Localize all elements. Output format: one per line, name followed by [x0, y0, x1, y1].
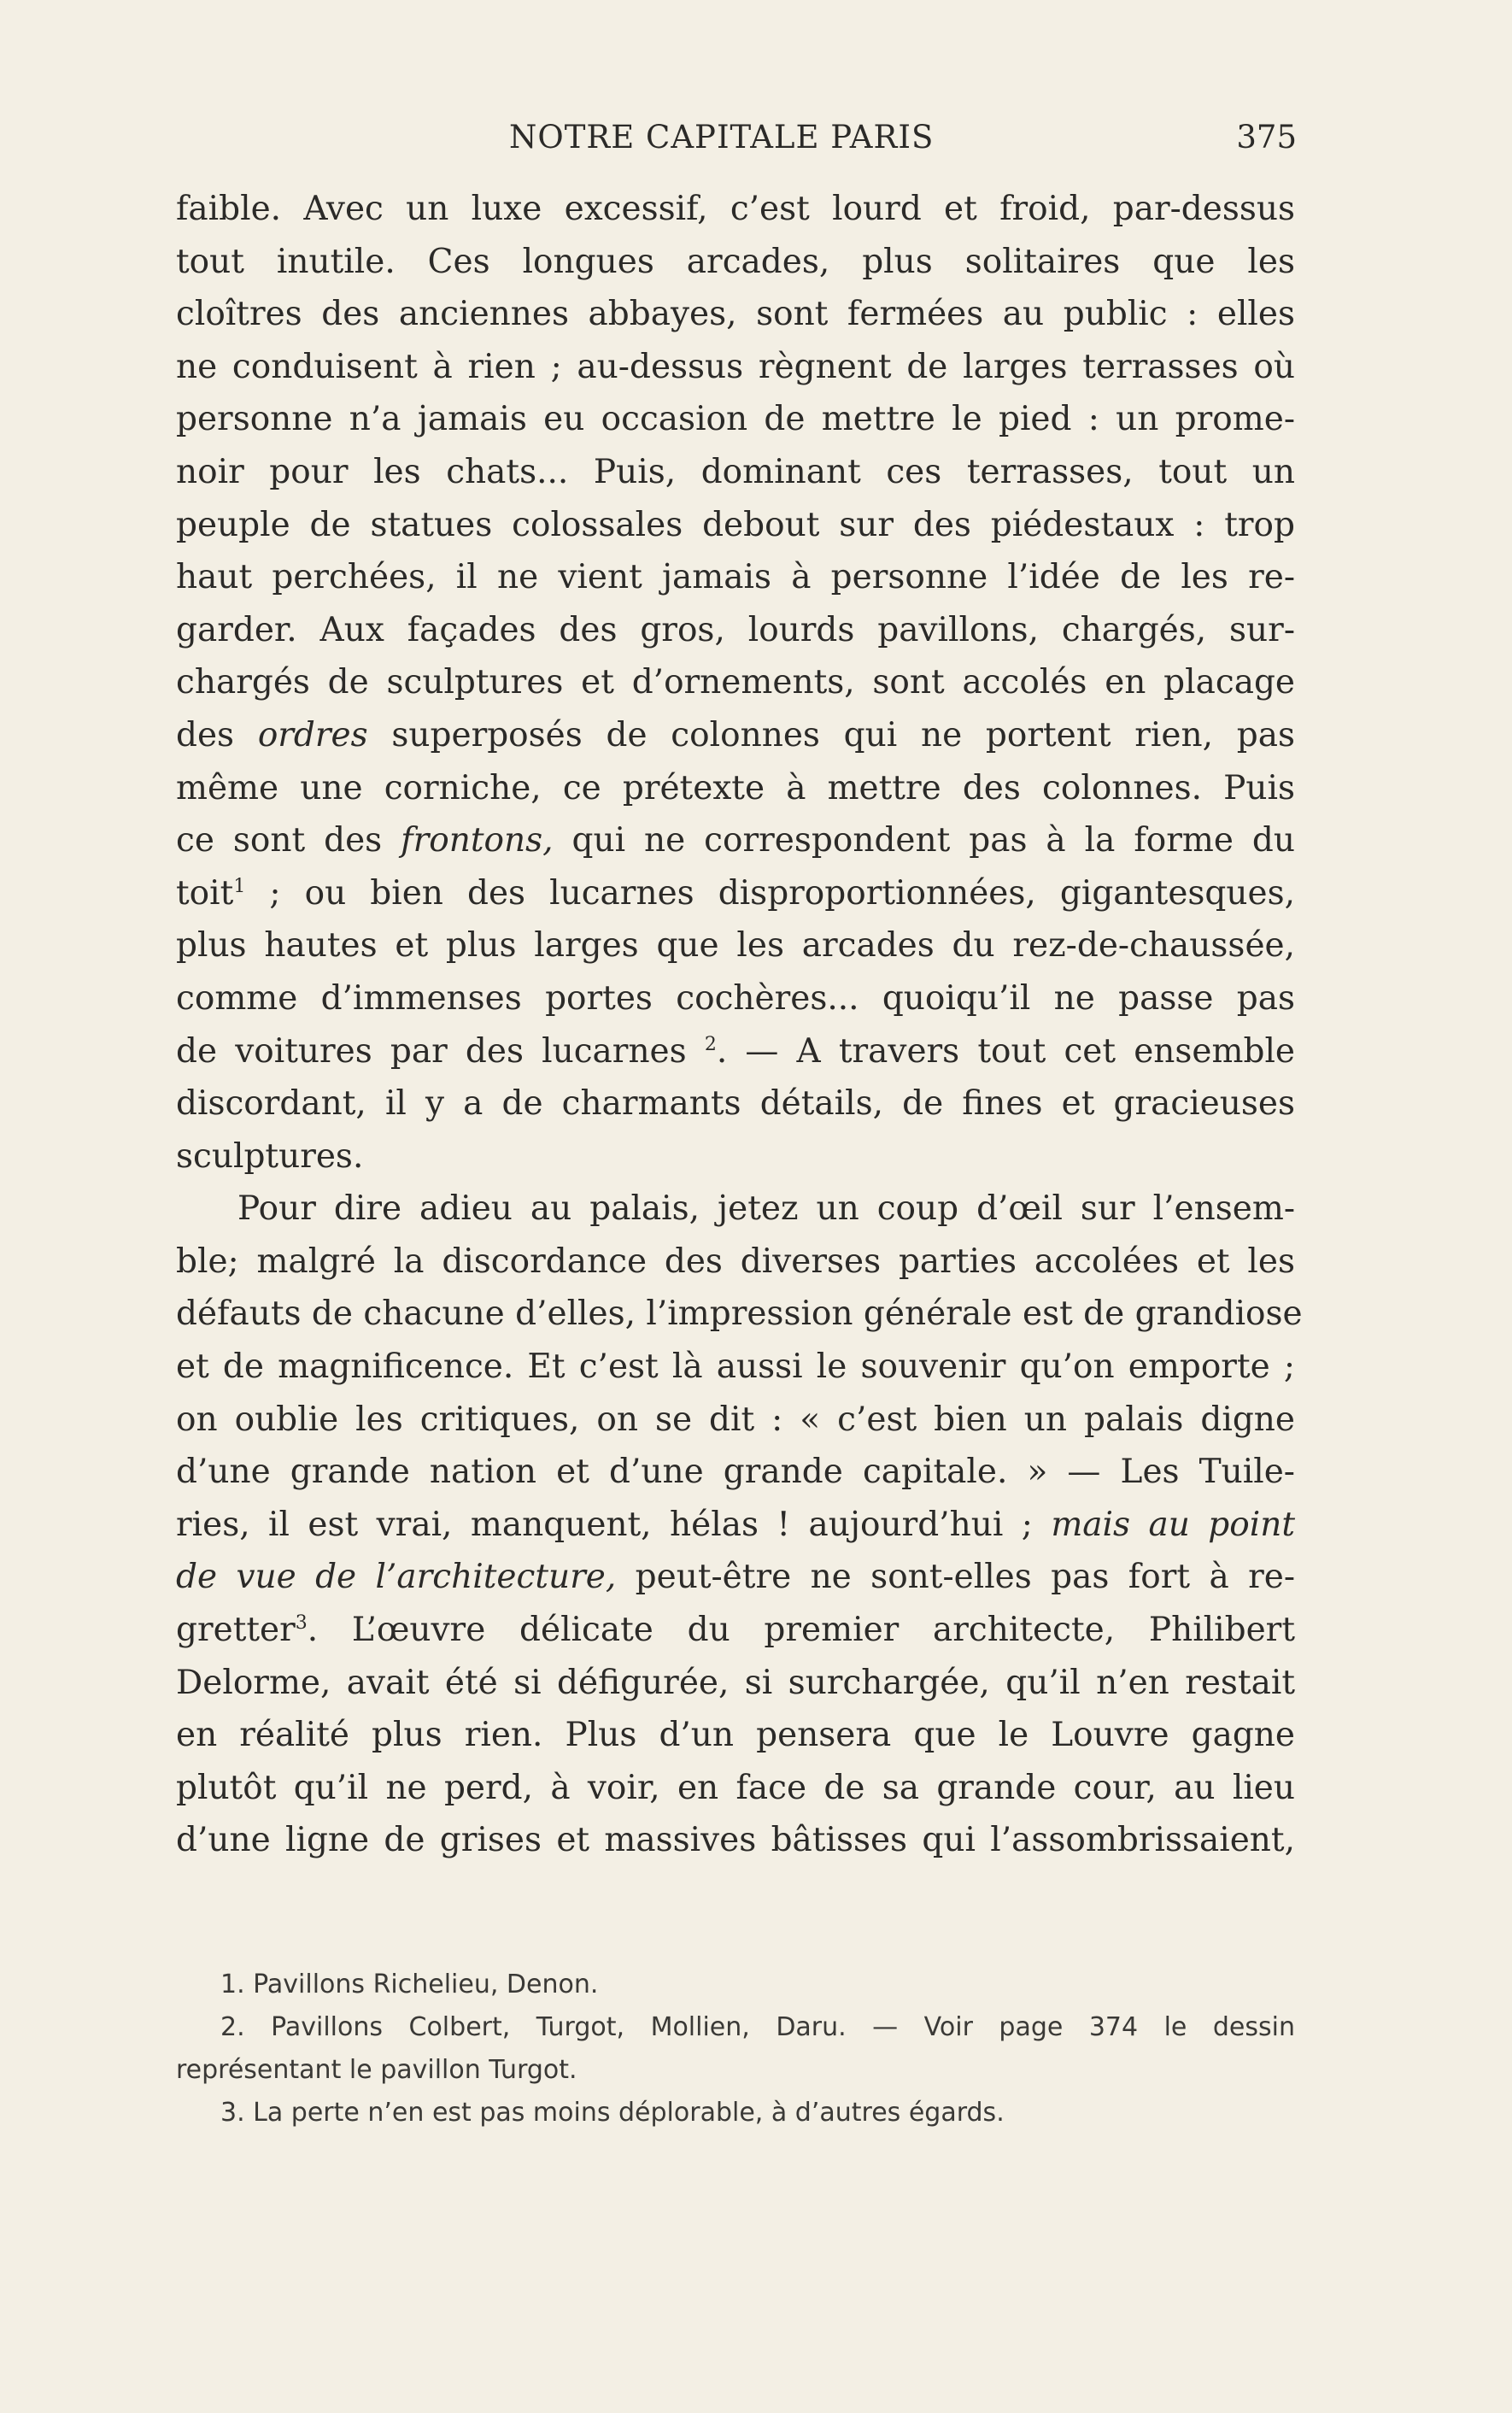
text-segment: ; ou bien des lucarnes disproportionnées, gigantesques,: [245, 873, 1295, 913]
text-line: [176, 867, 1295, 920]
footnote-1: 1. Pavillons Richelieu, Denon.: [220, 1970, 599, 1999]
text-line: [176, 709, 1295, 762]
text-line: [176, 1551, 1295, 1604]
text-line: haut perchées, il ne vient jamais à personne l’idée de les re-: [176, 558, 1295, 597]
text-segment: ries, il est vrai, manquent, hélas ! aujourd’hui ;: [176, 1505, 1033, 1544]
text-segment: qui ne correspondent pas à la forme du: [571, 821, 1296, 860]
text-segment: toit: [176, 873, 234, 913]
page-number: 375: [1236, 119, 1297, 156]
text-segment: . L’œuvre délicate du premier architecte, Philibert: [307, 1611, 1295, 1650]
text-line: Delorme, avait été si défigurée, si surchargée, qu’il n’en restait: [176, 1663, 1295, 1702]
running-head: [0, 116, 1512, 159]
text-line: même une corniche, ce prétexte à mettre des colonnes. Puis: [176, 768, 1295, 807]
text-segment: . — A travers tout cet ensemble: [716, 1031, 1296, 1071]
text-line: et de magnificence. Et c’est là aussi le souvenir qu’on emporte ;: [176, 1347, 1295, 1387]
italic-text: de vue de l’architecture,: [176, 1558, 617, 1597]
footnote-ref: 1: [233, 875, 246, 897]
running-title: NOTRE CAPITALE PARIS: [509, 119, 935, 156]
text-line: d’une ligne de grises et massives bâtisses qui l’assombrissaient,: [176, 1821, 1295, 1860]
italic-text: mais au point: [1051, 1505, 1296, 1544]
text-line: ne conduisent à rien ; au-dessus règnent de larges terrasses où: [176, 347, 1295, 386]
text-line: discordant, il y a de charmants détails, de fines et gracieuses: [176, 1084, 1295, 1124]
text-line: peuple de statues colossales debout sur des piédestaux : trop: [176, 505, 1295, 544]
text-line: personne n’a jamais eu occasion de mettre le pied : un prome-: [176, 400, 1295, 439]
italic-text: frontons,: [401, 821, 554, 860]
footnote-ref: 2: [704, 1033, 717, 1055]
footnotes: [176, 1964, 1295, 2134]
text-segment: de voitures par des lucarnes: [176, 1031, 687, 1071]
italic-text: ordres: [257, 715, 368, 754]
footnote-3: 3. La perte n’en est pas moins déplorable, à d’autres égards.: [220, 2098, 1005, 2128]
text-line: tout inutile. Ces longues arcades, plus solitaires que les: [176, 242, 1295, 281]
text-line: on oublie les critiques, on se dit : « c’est bien un palais digne: [176, 1400, 1295, 1439]
text-line: chargés de sculptures et d’ornements, sont accolés en placage: [176, 663, 1295, 702]
footnote-ref: 3: [295, 1612, 308, 1635]
text-line: ble; malgré la discordance des diverses parties accolées et les: [176, 1242, 1295, 1281]
text-line: noir pour les chats... Puis, dominant ces terrasses, tout un: [176, 452, 1295, 491]
text-line: Pour dire adieu au palais, jetez un coup d’œil sur l’ensem-: [237, 1189, 1295, 1229]
text-line: plutôt qu’il ne perd, à voir, en face de sa grande cour, au lieu: [176, 1768, 1295, 1807]
text-line: comme d’immenses portes cochères... quoiqu’il ne passe pas: [176, 978, 1295, 1018]
text-segment: gretter: [176, 1611, 296, 1650]
footnote-2: 2. Pavillons Colbert, Turgot, Mollien, Daru. — Voir page 374 le dessin: [220, 2012, 1295, 2042]
text-line: [176, 1025, 1295, 1078]
text-line: défauts de chacune d’elles, l’impression générale est de grandiose: [176, 1295, 1303, 1334]
text-segment: ce sont des: [176, 821, 383, 860]
text-segment: superposés de colonnes qui ne portent rien, pas: [391, 715, 1295, 754]
footnote-2-continued: représentant le pavillon Turgot.: [176, 2055, 577, 2085]
text-line: [176, 814, 1295, 867]
text-line: sculptures.: [176, 1136, 364, 1176]
text-line: d’une grande nation et d’une grande capitale. » — Les Tuile-: [176, 1453, 1295, 1492]
text-line: cloîtres des anciennes abbayes, sont fermées au public : elles: [176, 295, 1295, 334]
main-text: [176, 183, 1303, 1867]
text-line: faible. Avec un luxe excessif, c’est lourd et froid, par-dessus: [176, 190, 1295, 228]
text-line: [176, 1604, 1295, 1657]
text-line: en réalité plus rien. Plus d’un pensera que le Louvre gagne: [176, 1716, 1295, 1755]
text-line: garder. Aux façades des gros, lourds pavillons, chargés, sur-: [176, 610, 1295, 649]
text-line: plus hautes et plus larges que les arcades du rez-de-chaussée,: [176, 926, 1295, 966]
text-segment: des: [176, 715, 235, 754]
text-line: [176, 1499, 1295, 1552]
text-segment: peut-être ne sont-elles pas fort à re-: [635, 1558, 1296, 1597]
